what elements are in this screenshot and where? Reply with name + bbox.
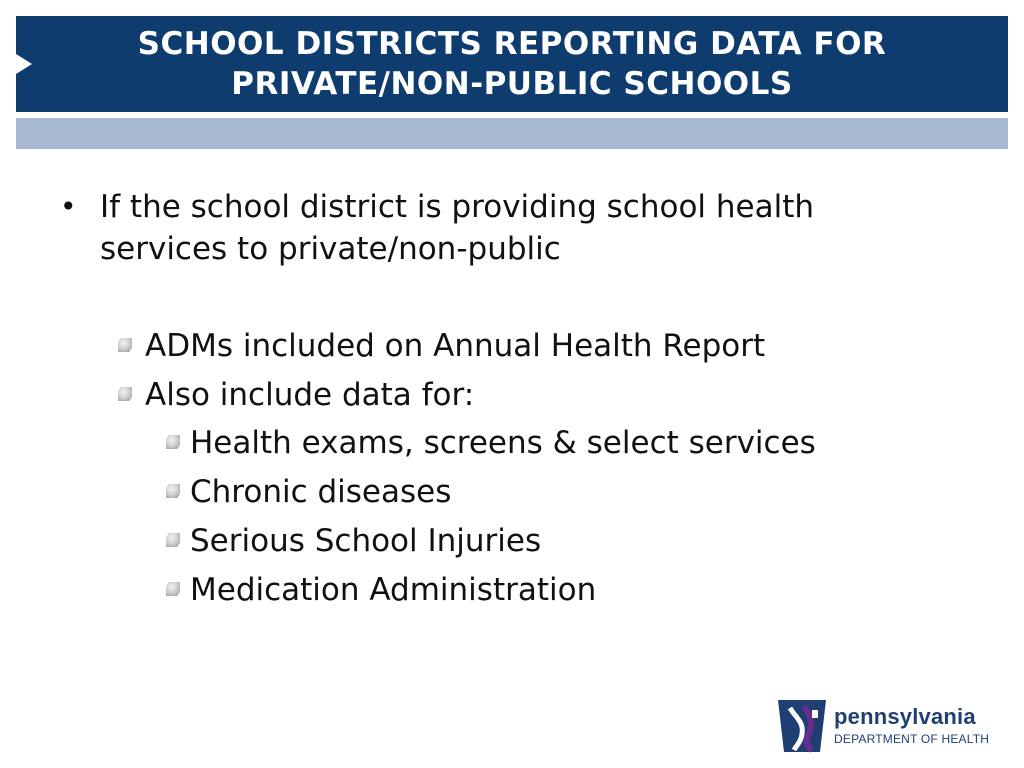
title-arrow-icon <box>16 54 32 74</box>
slide-title-line-1: SCHOOL DISTRICTS REPORTING DATA FOR <box>137 26 887 62</box>
level3-item-4: Medication Administration <box>190 572 597 608</box>
sub-bullet-icon <box>166 484 180 498</box>
sub-bullet-icon <box>166 533 180 547</box>
level2-item-1: ADMs included on Annual Health Report <box>145 328 766 364</box>
sub-bullet-icon <box>166 582 180 596</box>
bullet-icon: • <box>60 190 77 223</box>
main-bullet-line-2: services to private/non-public <box>100 231 561 267</box>
slide-title <box>138 24 887 104</box>
accent-bar <box>16 118 1008 149</box>
main-bullet-line-1: If the school district is providing school health <box>100 189 815 225</box>
logo-name: pennsylvania <box>834 704 976 729</box>
title-bar <box>16 16 1008 112</box>
level2-item-2: Also include data for: <box>145 377 475 413</box>
sub-bullet-icon <box>118 387 132 401</box>
logo-subtitle: DEPARTMENT OF HEALTH <box>834 732 990 746</box>
level3-item-1: Health exams, screens & select services <box>190 425 816 461</box>
sub-bullet-icon <box>118 338 132 352</box>
keystone-icon <box>774 698 830 754</box>
slide-title-line-2: PRIVATE/NON-PUBLIC SCHOOLS <box>231 66 793 102</box>
pa-health-logo <box>774 698 994 754</box>
level3-item-2: Chronic diseases <box>190 474 452 510</box>
level3-item-3: Serious School Injuries <box>190 523 542 559</box>
sub-bullet-icon <box>166 435 180 449</box>
